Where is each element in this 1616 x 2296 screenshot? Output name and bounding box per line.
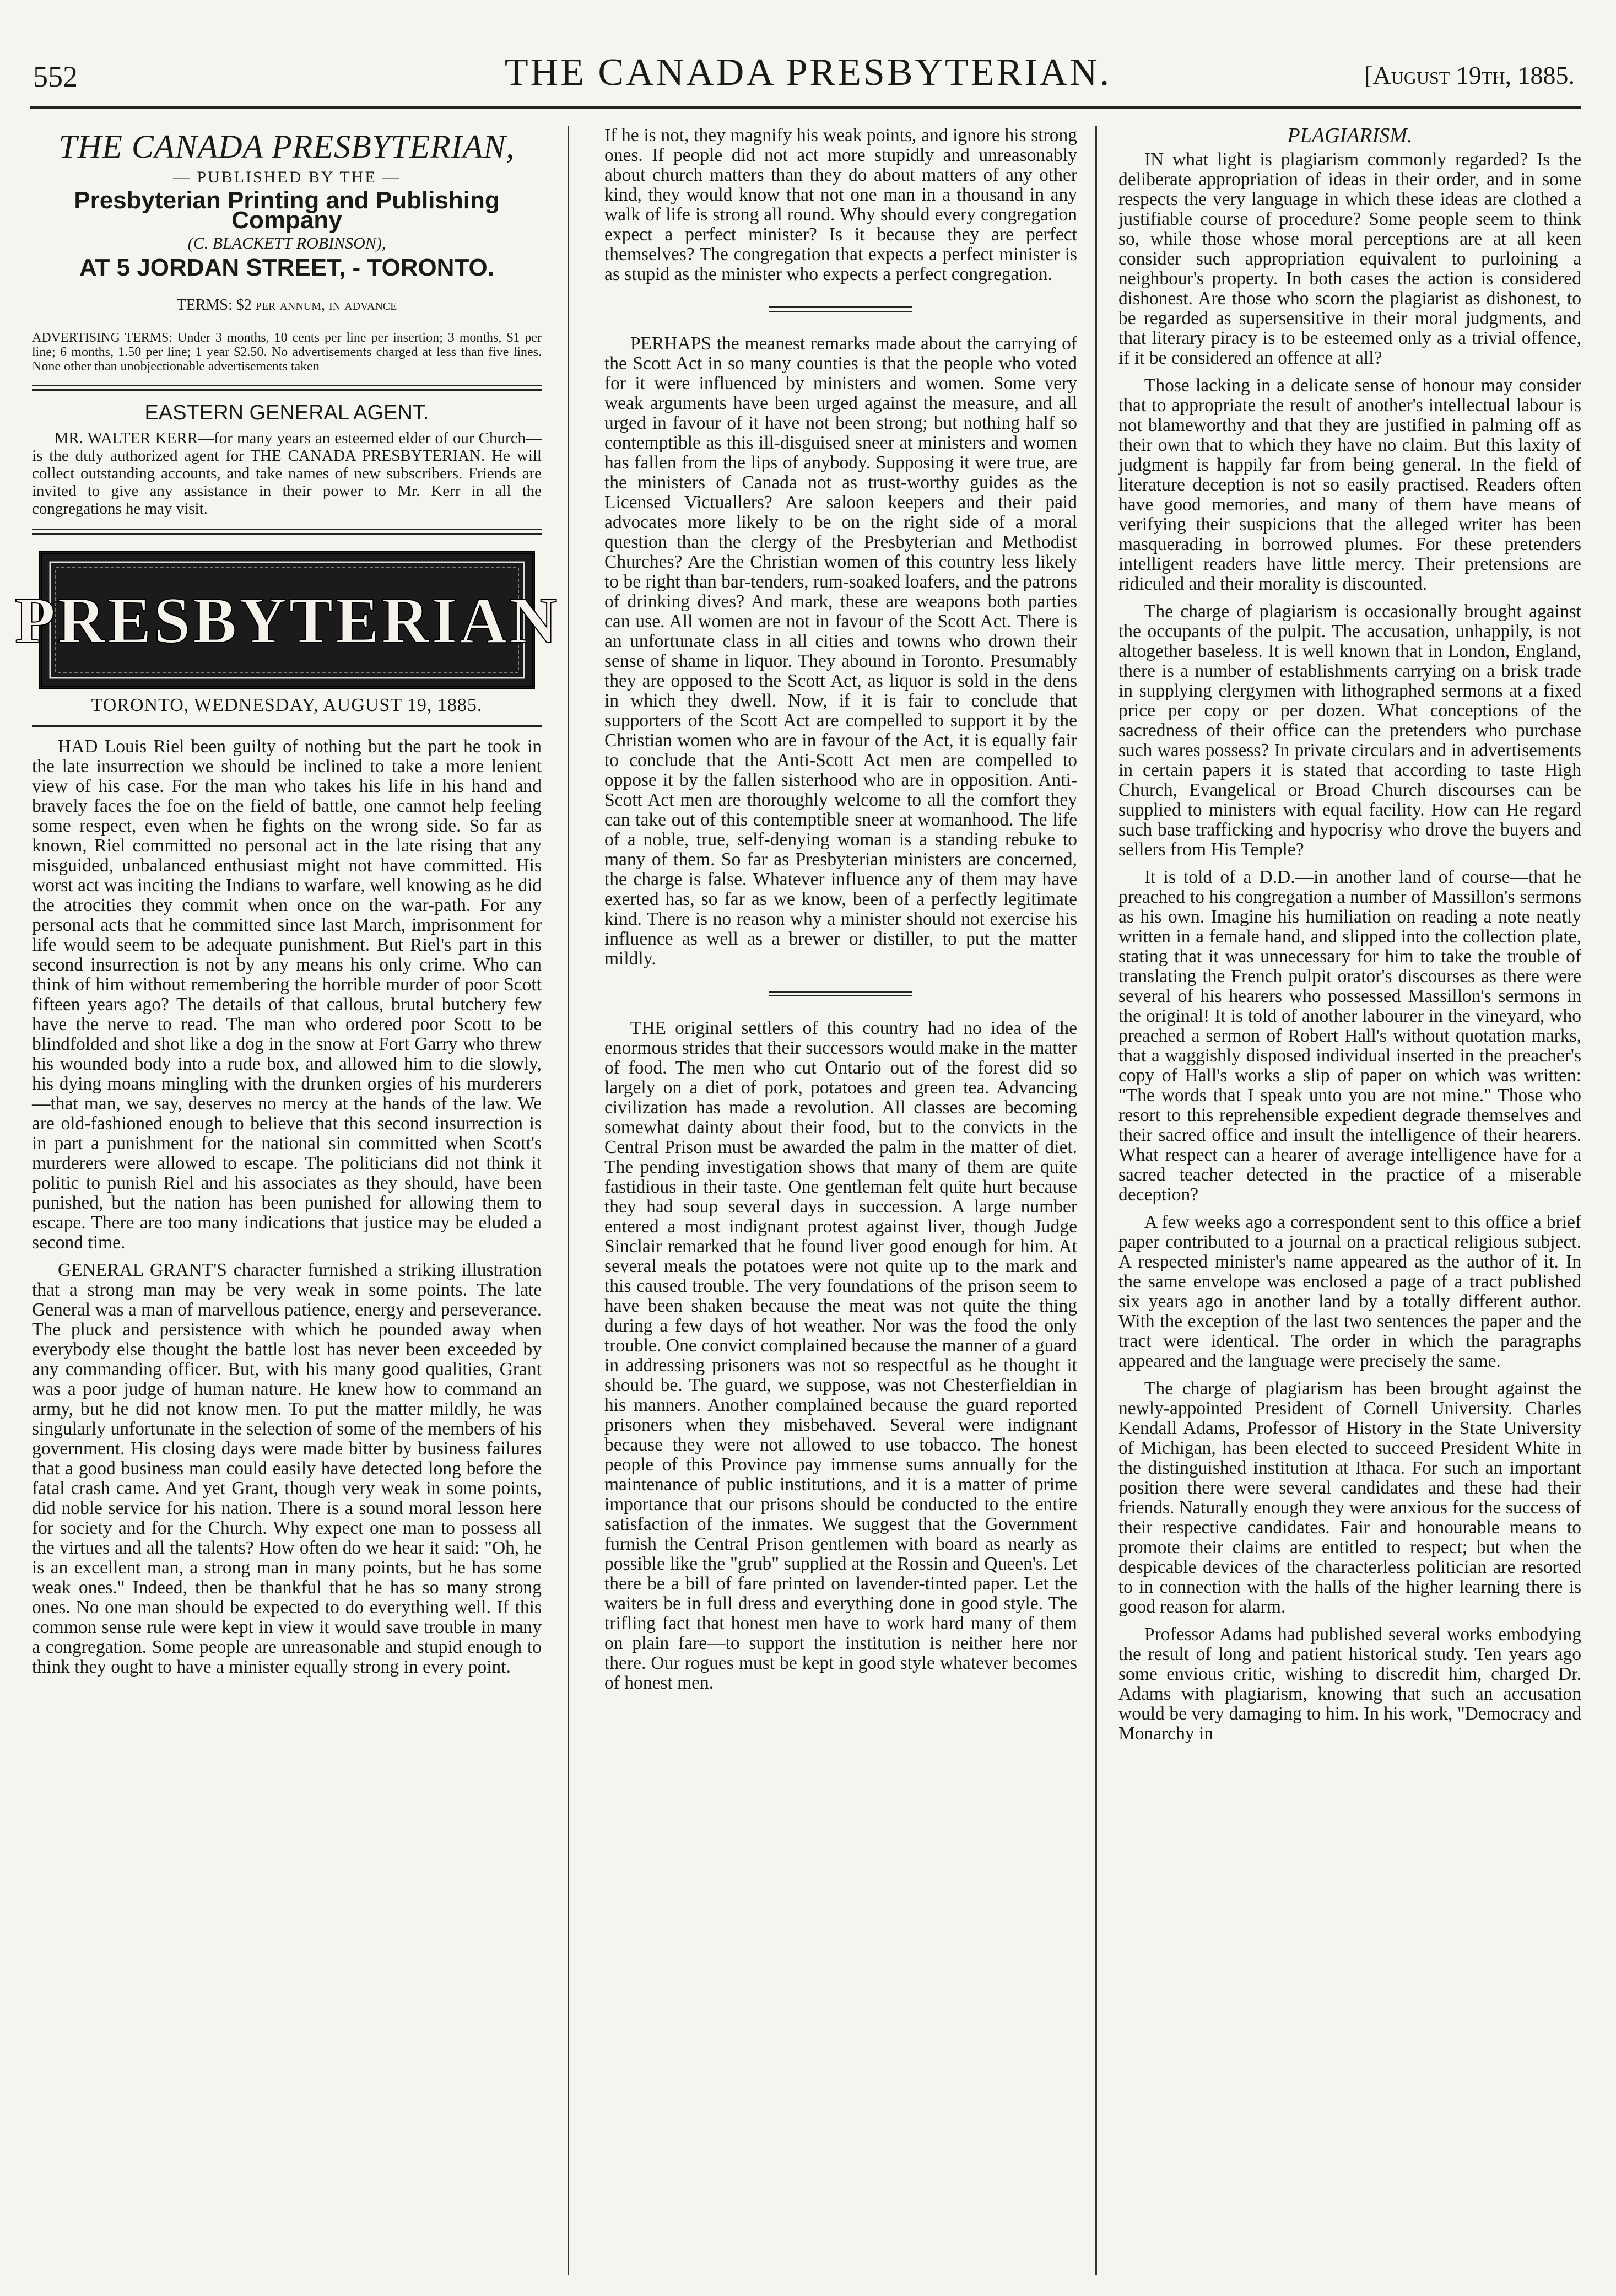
- masthead-company: Presbyterian Printing and Publishing Company: [74, 187, 500, 234]
- page-number: 552: [33, 60, 78, 93]
- advertising-terms: ADVERTISING TERMS: Under 3 months, 10 cents per line per insertion; 3 months, $1 per line; 6 months, 1.50 per line; 1 year $2.50. No advertisements charged at less than five lines. None other than unobjectionable advertisements taken: [32, 331, 542, 374]
- plagiarism-paragraph: The charge of plagiarism has been brought against the newly-appointed President of Cornell University. Charles Kendall Adams, Professor of History in the State University of Michigan, has been elected to succeed President White in the distinguished institution at Ithaca. For such an important position there were several candidates and these had their friends. Naturally enough they were anxious for the success of their respective candidates. Fair and honourable means to promote their claims are entitled to respect; but when the despicable devices of the characterless politician are resorted to in connection with the halls of the higher learning there is good reason for alarm.: [1118, 1378, 1581, 1617]
- section-rule: [32, 725, 542, 727]
- agent-heading: EASTERN GENERAL AGENT.: [144, 401, 429, 424]
- presbyterian-banner-logo: [14, 551, 559, 689]
- column-middle: [604, 126, 1077, 2279]
- column-divider: [1095, 126, 1097, 2275]
- editorial-scott-act: PERHAPS the meanest remarks made about the carrying of the Scott Act in so many counties is that the people who voted for it were influenced by ministers and women. Some very weak arguments have been urged against the measure, and all urged in favour of it have not been strong; but nothing half so contemptible as this ill-disguised sneer at ministers and women has fallen from the lips of anybody. Supposing it were true, are the ministers of Canada not as trust-worthy guides as the Licensed Victuallers? Are saloon keepers and their paid advocates more likely to be on the right side of a moral question than the clergy of the Presbyterian and Methodist Churches? Are the Christian women of this country less likely to be right than bar-tenders, rum-soaked loafers, and the patrons of drinking dives? And mark, these are weapons both parties can use. All women are not in favour of the Scott Act. There is an unfortunate class in all cities and towns who drown their sense of shame in liquor. They abound in Toronto. Presumably they are opposed to the Scott Act, as liquor is sold in the dens in which they dwell. Now, if it is fair to conclude that supporters of the Scott Act are compelled to support it by the Christian women who are in favour of the Act, it is equally fair to conclude that the Anti-Scott Act men are compelled to oppose it by the fallen sisterhood who are in opposition. Anti-Scott Act men are thoroughly welcome to all the comfort they can take out of this contemptible sneer at womanhood. The life of a noble, true, self-denying woman is a standing rebuke to many of them. So far as Presbyterian ministers are concerned, the charge is false. Whatever influence any of them may have exerted has, so far as we know, been of a perfectly legitimate kind. There is no reason why a minister should not exercise his influence as well as a brewer or distiller, to put the matter mildly.: [604, 333, 1077, 969]
- agent-notice: MR. WALTER KERR—for many years an esteemed elder of our Church—is the duly authorized agent for THE CANADA PRESBYTERIAN. He will collect outstanding accounts, and take names of new subscribers. Friends are invited to give any assistance in their power to Mr. Kerr in all the congregations he may visit.: [32, 429, 542, 518]
- column-divider: [568, 126, 569, 2275]
- masthead-manager: (C. BLACKETT ROBINSON),: [187, 234, 386, 252]
- plagiarism-paragraph: The charge of plagiarism is occasionally brought against the occupants of the pulpit. The accusation, unhappily, is not altogether baseless. It is well known that in London, England, there is a number of establishments carrying on a brisk trade in supplying clergymen with lithographed sermons at a fixed price per copy or per dozen. What conceptions of the sacredness of their office can the pretenders who purchase such wares possess? In private circulars and in advertisements in certain papers it is stated that according to taste High Church, Evangelical or Broad Church discourses can be supplied to ministers with equal facility. How can He regard such base trafficking and hypocrisy who drove the buyers and sellers from His Temple?: [1118, 601, 1581, 860]
- masthead-title: THE CANADA PRESBYTERIAN,: [58, 128, 515, 165]
- dateline: TORONTO, WEDNESDAY, AUGUST 19, 1885.: [91, 695, 483, 715]
- editorial-central-prison: THE original settlers of this country had no idea of the enormous strides that their successors would make in the matter of food. The men who cut Ontario out of the forest did so largely on a diet of pork, potatoes and green tea. Advancing civilization has made a revolution. All classes are becoming somewhat dainty about their food, but to the convicts in the Central Prison must be awarded the palm in the matter of diet. The pending investigation shows that many of them are quite fastidious in their taste. One gentleman felt quite hurt because they had soup several days in succession. A large number entered a most indignant protest against liver, though Judge Sinclair remarked that he found liver good enough for him. At several meals the potatoes were not quite up to the mark and this caused trouble. The very foundations of the prison seem to have been shaken because the meat was not quite the thing during a few days of hot weather. Nor was the food the only trouble. One convict complained because the manner of a guard in addressing prisoners was not so respectful as he thought it should be. The guard, we suppose, was not Chesterfieldian in his manners. Another complained because the guard reported prisoners when they misbehaved. Several were indignant because they were not allowed to use tobacco. The honest people of this Province pay immense sums annually for the maintenance of public institutions, and it is a matter of prime importance that our prisons should be conducted to the entire satisfaction of the inmates. We suggest that the Government furnish the Central Prison gentlemen with board as nearly as possible like the "grub" supplied at the Rossin and Queen's. Let there be a bill of fare printed on lavender-tinted paper. Let the waiters be in full dress and everything done in good style. The trifling fact that honest men have to work hard many of them on plain fare—to support the institution is neither here nor there. Our rogues must be kept in good style whatever becomes of honest men.: [604, 1018, 1077, 1693]
- editorial-grant-continued: If he is not, they magnify his weak points, and ignore his strong ones. If people did not act more stupidly and unreasonably about church matters than they do about matters of any other kind, they would know that not one man in a thousand in any walk of life is strong all round. Why should every congregation expect a perfect minister? Is it because they are perfect themselves? The congregation that expects a perfect minister is as stupid as the minister who expects a perfect congregation.: [604, 125, 1077, 284]
- editorial-grant: GENERAL GRANT'S character furnished a striking illustration that a strong man may be very weak in some points. The late General was a man of marvellous patience, energy and perseverance. The pluck and persistence with which he pounded away when everybody else thought the battle lost has never been exceeded by any commanding officer. But, with his many good qualities, Grant was a poor judge of human nature. He knew how to command an army, but he did not know men. To put the matter mildly, he was singularly unfortunate in the selection of some of the members of his government. His closing days were made bitter by business failures that a good business man could easily have detected long before the fatal crash came. And yet Grant, though very weak in some points, did noble service for his nation. There is a sound moral lesson here for society and for the Church. Why expect one man to possess all the virtues and all the talents? How often do we hear it said: "Oh, he is an excellent man, a strong man in many points, but he has some weak ones." Indeed, then be thankful that he has so many strong ones. No one man should be expected to do everything well. If this common sense rule were kept in view it would save trouble in many a congregation. Some people are unreasonable and stupid enough to think they ought to have a minister equally strong in every point.: [32, 1260, 542, 1677]
- masthead-address: AT 5 JORDAN STREET, - TORONTO.: [79, 254, 494, 281]
- plagiarism-paragraph: Professor Adams had published several works embodying the result of long and patient historical study. Ten years ago some envious critic, wishing to discredit him, charged Dr. Adams with plagiarism, knowing that such an accusation would be very damaging to him. In his work, "Democracy and Monarchy in: [1118, 1624, 1581, 1744]
- issue-date: [August 19th, 1885.: [1364, 61, 1575, 89]
- section-rule: [32, 385, 542, 391]
- plagiarism-paragraph: A few weeks ago a correspondent sent to this office a brief paper contributed to a journal on a practical religious subject. A respected minister's name appeared as the author of it. In the same envelope was enclosed a page of a tract published six years ago in another land by a totally different author. With the exception of the last two sentences the paper and the tract were identical. The order in which the paragraphs appeared and the language were precisely the same.: [1118, 1212, 1581, 1371]
- subscription-terms: TERMS: $2 per annum, in advance: [176, 297, 397, 314]
- plagiarism-paragraph: Those lacking in a delicate sense of honour may consider that to appropriate the result of another's intellectual labour is not blameworthy and that they are justified in palming off as their own that to which they have no claim. But this laxity of judgment is happily far from being general. In the field of literature deception is not so easily practised. Readers often have good memories, and many of them have means of verifying their suspicions that the alleged writer has been masquerading in borrowed plumes. For these pretenders intelligent readers have little mercy. Their pretensions are ridiculed and their morality is discounted.: [1118, 375, 1581, 594]
- plagiarism-paragraph: It is told of a D.D.—in another land of course—that he preached to his congregation a number of Massillon's sermons as his own. Imagine his humiliation on reading a note neatly written in a female hand, and slipped into the collection plate, stating that it was unnecessary for him to take the trouble of translating the French pulpit orator's discourses as there were several of his hearers who possessed Massillon's sermons in the original! It is told of another labourer in the vineyard, who preached a sermon of Robert Hall's without quotation marks, that a waggishly disposed individual inserted in the preacher's copy of Hall's works a slip of paper on which was written: "The words that I speak unto you are not mine." Those who resort to this reprehensible expedient degrade themselves and their sacred office and insult the intelligence of their hearers. What respect can a hearer of average intelligence have for a sacred teacher detected in the practice of a miserable deception?: [1118, 867, 1581, 1205]
- article-heading: PLAGIARISM.: [1287, 124, 1413, 147]
- section-rule: [769, 991, 912, 996]
- editorial-riel: HAD Louis Riel been guilty of nothing but the part he took in the late insurrection we should be inclined to take a more lenient view of his case. For the man who takes his life in his hand and bravely faces the foe on the field of battle, one cannot help feeling some respect, even when he fights on the wrong side. So far as known, Riel committed no personal act in the late rising that any misguided, unbalanced enthusiast might not have committed. His worst act was inciting the Indians to warfare, well knowing as he did the atrocities they commit when once on the war-path. For any personal acts that he committed since last March, imprisonment for life would seem to be adequate punishment. But Riel's part in this second insurrection is not by any means his only crime. Who can think of him without remembering the horrible murder of poor Scott fifteen years ago? The details of that callous, brutal butchery few have the nerve to read. The man who ordered poor Scott to be blindfolded and shot like a dog in the snow at Fort Garry who threw his wounded body into a rude box, and allowed him to die slowly, his dying moans mingling with the drunken orgies of his murderers—that man, we say, deserves no mercy at the hands of the law. We are old-fashioned enough to believe that this second insurrection is in part a punishment for the national sin committed when Scott's murderers were allowed to escape. The politicians did not think it politic to punish Riel and his associates as they should, have been punished, but the nation has been punished for allowing them to escape. There are too many indications that justice may be eluded a second time.: [32, 736, 542, 1253]
- header-rule: [30, 106, 1581, 109]
- masthead-published-by: — PUBLISHED BY THE —: [172, 168, 401, 186]
- svg-text:PRESBYTERIAN: PRESBYTERIAN: [14, 584, 559, 657]
- column-right: [1118, 126, 1581, 2279]
- section-rule: [769, 306, 912, 312]
- column-left: [14, 126, 559, 2279]
- newspaper-title: THE CANADA PRESBYTERIAN.: [504, 51, 1112, 94]
- section-rule: [32, 529, 542, 535]
- plagiarism-paragraph: IN what light is plagiarism commonly regarded? Is the deliberate appropriation of ideas in their order, and in some respects the very language in which these ideas are clothed a justifiable course of procedure? Some people seem to think so, while those whose moral perceptions are at all keen consider such appropriation equivalent to purloining a neighbour's property. In both cases the action is considered dishonest. Are those who scorn the plagiarist as dishonest, to be regarded as supersensitive in their moral judgments, and that literary piracy is to be esteemed only as a trivial offence, if it be considered an offence at all?: [1118, 149, 1581, 368]
